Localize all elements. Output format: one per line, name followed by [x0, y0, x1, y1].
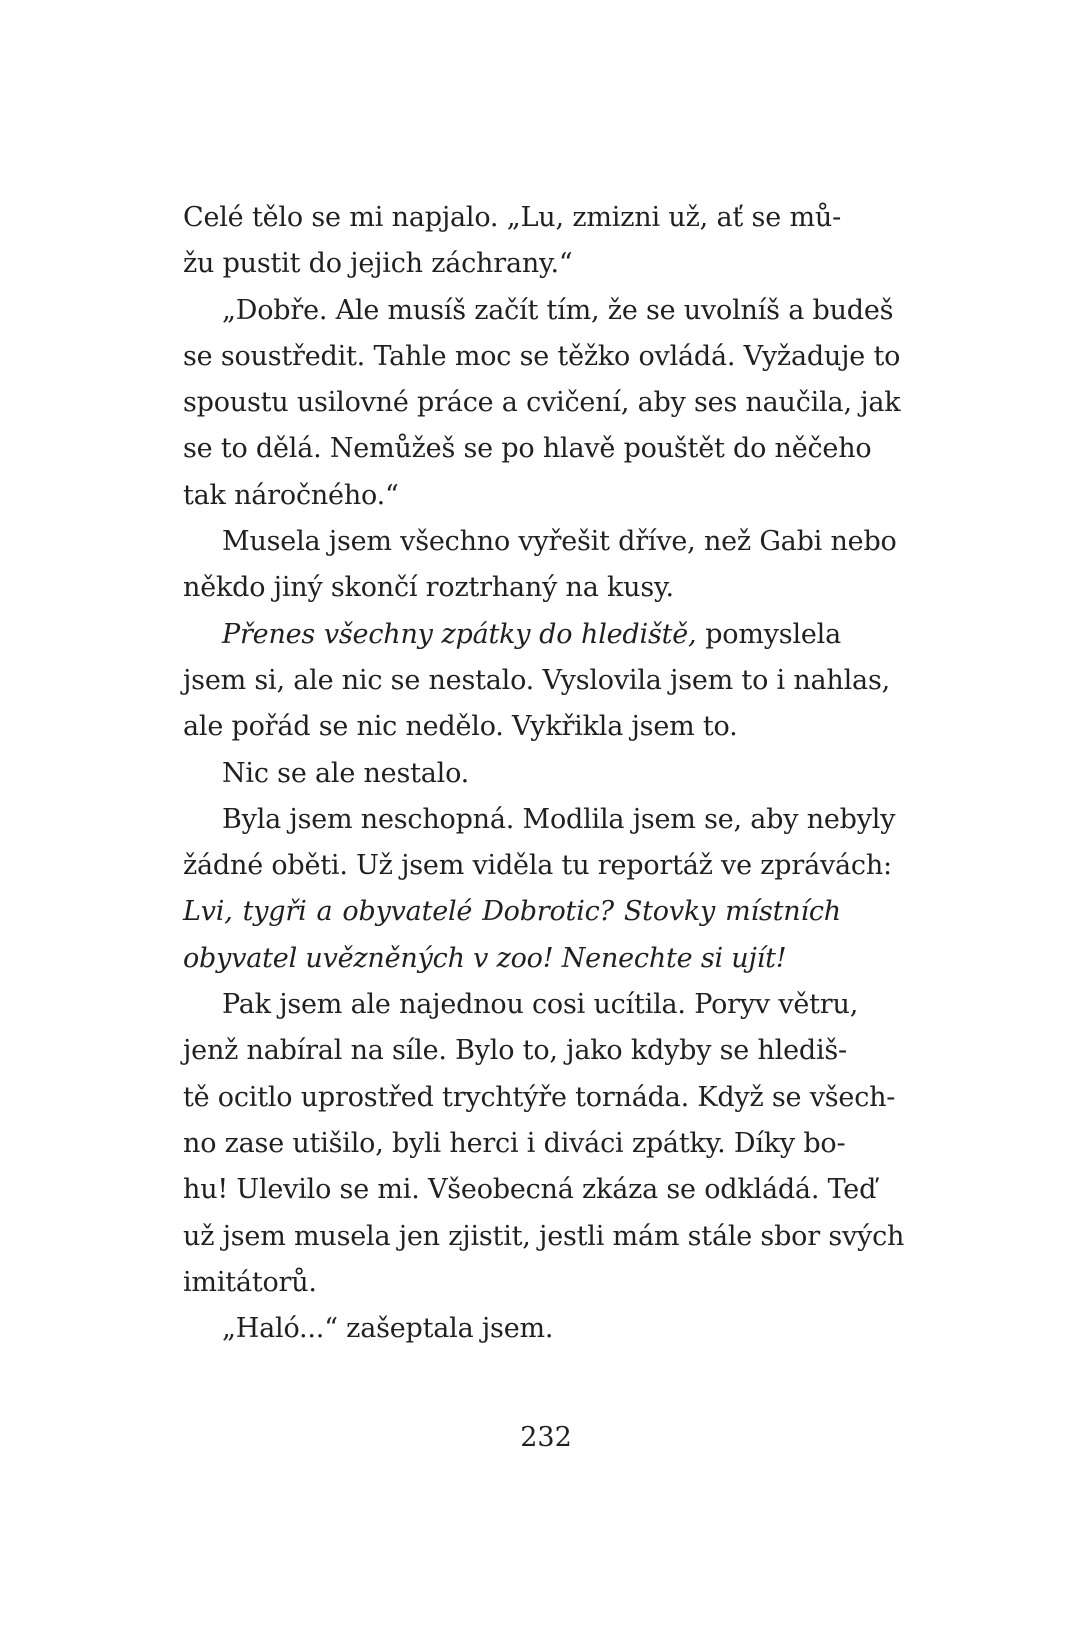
text-line: spoustu usilovné práce a cvičení, aby ses naučila, jak	[183, 387, 901, 419]
text-line: Musela jsem všechno vyřešit dříve, než Gabi nebo	[222, 526, 897, 558]
text-line: někdo jiný skončí roztrhaný na kusy.	[183, 572, 674, 604]
text-line: Pak jsem ale najednou cosi ucítila. Poryv větru,	[222, 989, 859, 1021]
text-line: už jsem musela jen zjistit, jestli mám stále sbor svých	[183, 1220, 905, 1252]
italic-thought: Přenes všechny zpátky do hlediště,	[222, 618, 697, 650]
text-line: jenž nabíral na síle. Bylo to, jako kdyby se hlediš-	[183, 1035, 847, 1067]
text-line: „Dobře. Ale musíš začít tím, že se uvolníš a budeš	[222, 294, 894, 326]
text-line: se soustředit. Tahle moc se těžko ovládá. Vyžaduje to	[183, 340, 901, 372]
text-line-mixed	[183, 612, 841, 658]
text-line: Celé tělo se mi napjalo. „Lu, zmizni už, ať se mů-	[183, 202, 841, 233]
text-line: žu pustit do jejich záchrany.“	[183, 248, 573, 280]
text-line-italic: Lvi, tygři a obyvatelé Dobrotic? Stovky místních	[183, 896, 841, 928]
text-line: se to dělá. Nemůžeš se po hlavě pouštět do něčeho	[183, 433, 872, 465]
text-fragment: pomyslela	[696, 618, 841, 650]
body-text	[183, 195, 905, 1352]
text-line: žádné oběti. Už jsem viděla tu reportáž ve zprávách:	[183, 850, 892, 882]
text-line: hu! Ulevilo se mi. Všeobecná zkáza se odkládá. Teď	[183, 1174, 877, 1206]
text-line-italic: obyvatel uvězněných v zoo! Nenechte si ujít!	[183, 942, 787, 974]
page-number: 232	[520, 1422, 572, 1453]
text-line: tak náročného.“	[183, 479, 399, 511]
text-line: Nic se ale nestalo.	[222, 757, 470, 789]
text-line: „Haló...“ zašeptala jsem.	[222, 1313, 554, 1345]
text-line: no zase utišilo, byli herci i diváci zpátky. Díky bo-	[183, 1127, 846, 1159]
text-line: imitátorů.	[183, 1266, 317, 1298]
text-line: ale pořád se nic nedělo. Vykřikla jsem to.	[183, 711, 738, 743]
text-line: tě ocitlo uprostřed trychtýře tornáda. Když se všech-	[183, 1081, 896, 1113]
text-line: Byla jsem neschopná. Modlila jsem se, aby nebyly	[222, 803, 896, 835]
text-line: jsem si, ale nic se nestalo. Vyslovila jsem to i nahlas,	[183, 664, 890, 696]
